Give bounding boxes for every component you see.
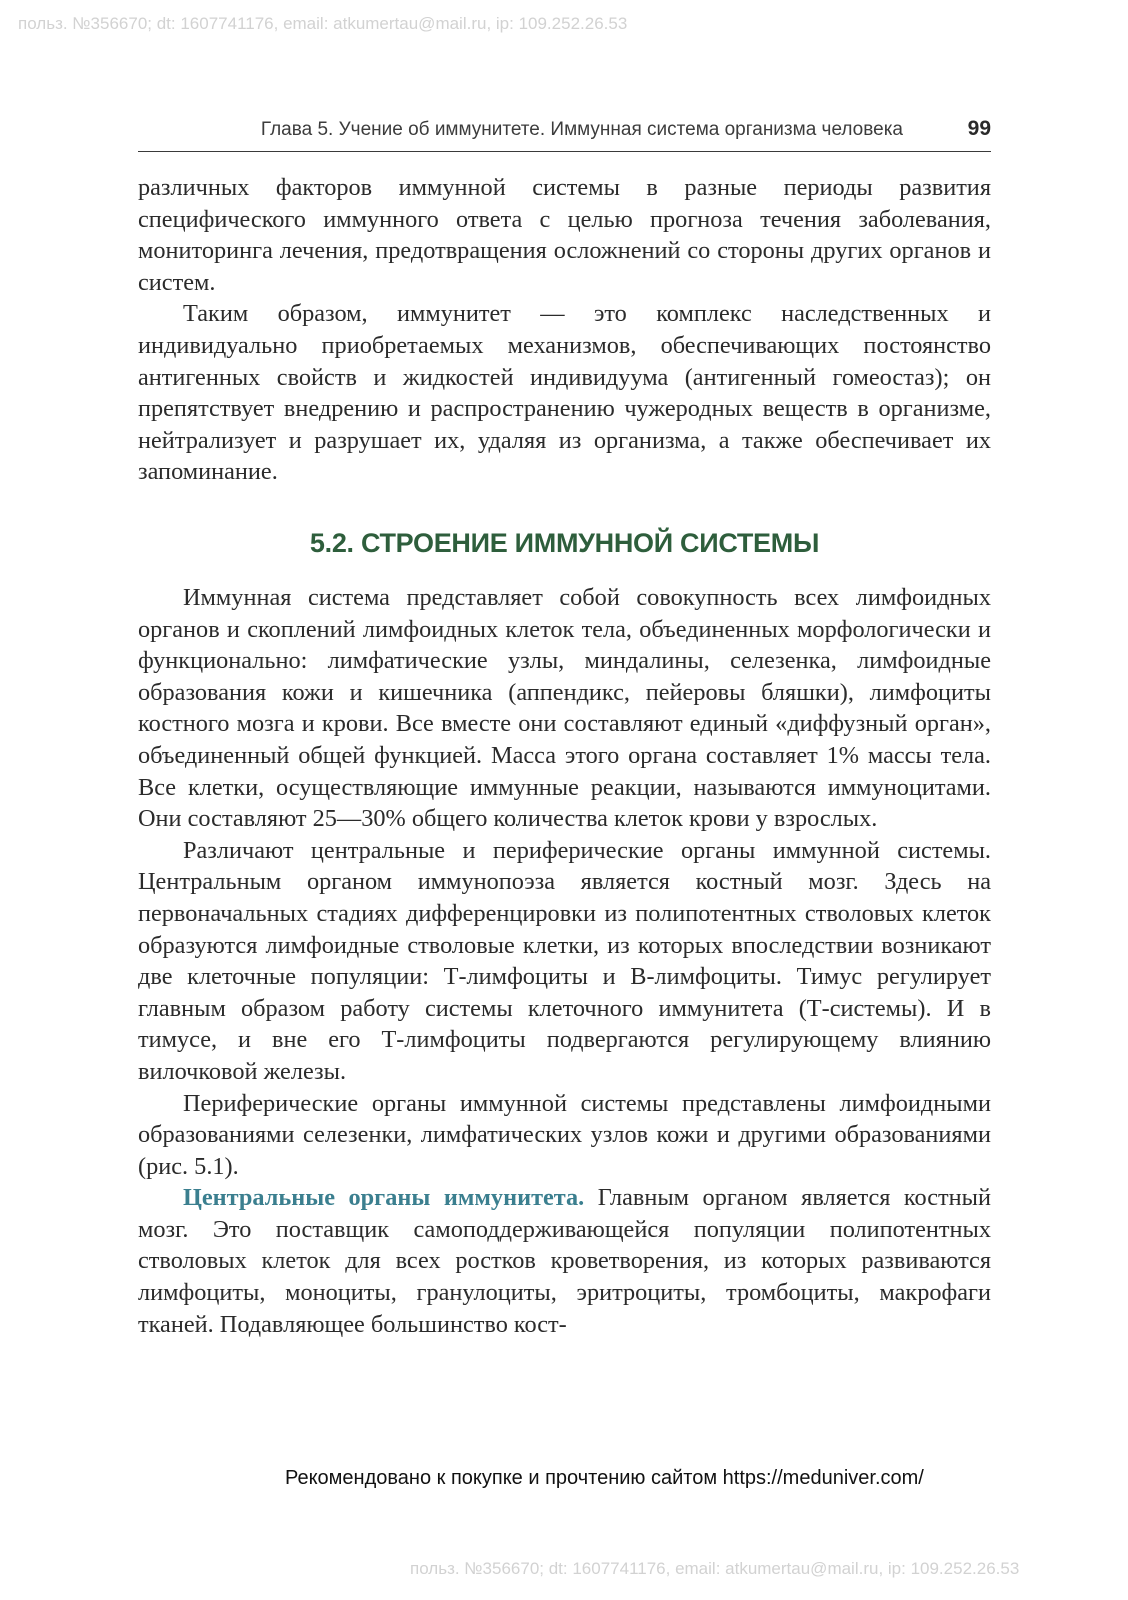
text-block-before-section: [138, 172, 991, 488]
paragraph-peripheral-organs: Периферические органы иммунной системы представлены лимфоидными образованиями селезенки, лимфатических узлов кожи и другими образованиями (рис. 5.1).: [138, 1089, 991, 1180]
section-heading: 5.2. СТРОЕНИЕ ИММУННОЙ СИСТЕМЫ: [309, 528, 820, 558]
paragraph-immune-system: Иммунная система представляет собой совокупность всех лимфоидных органов и скоплений лимфоидных клеток тела, объединенных морфологически и функционально: лимфатические узлы, миндалины, селезенка, лимфоидные образования кожи и кишечника (аппендикс, пейеровы бляшки), лимфоциты костного мозга и крови. Все вместе они составляют единый «диффузный орган», объединенный общей функцией. Масса этого органа составляет 1% массы тела. Все клетки, осуществляющие иммунные реакции, называются иммуноцитами. Они составляют 25—30% общего количества клеток крови у взрослых.: [138, 584, 991, 833]
text-block-after-section: [138, 582, 991, 1340]
paragraph-immunity-definition: Таким образом, иммунитет — это комплекс наследственных и индивидуально приобретаемых механизмов, обеспечивающих постоянство антигенных свойств и жидкостей индивидуума (антигенный гомеостаз); он препятствует внедрению и распространению чужеродных веществ в организме, нейтрализует и разрушает их, удаляя из организма, а также обеспечивает их запоминание.: [138, 300, 991, 486]
running-title: Глава 5. Учение об иммунитете. Иммунная система организма человека: [260, 119, 903, 140]
page-number: 99: [967, 117, 991, 140]
paragraph-central-peripheral: Различают центральные и периферические органы иммунной системы. Центральным органом иммунопоэза является костный мозг. Здесь на первоначальных стадиях дифференцировки из полипотентных стволовых клеток образуются лимфоидные стволовые клетки, из которых впоследствии возникают две клеточные популяции: Т-лимфоциты и В-лимфоциты. Тимус регулирует главным образом работу системы клеточного иммунитета (Т-системы). И в тимусе, и вне его Т-лимфоциты подвергаются регулирующему влиянию вилочковой железы.: [138, 836, 991, 1085]
watermark-top: польз. №356670; dt: 1607741176, email: atkumertau@mail.ru, ip: 109.252.26.53: [18, 14, 628, 33]
running-header: [138, 117, 991, 152]
watermark-bottom: польз. №356670; dt: 1607741176, email: atkumertau@mail.ru, ip: 109.252.26.53: [410, 1559, 1020, 1578]
paragraph-central-organs: [138, 1182, 991, 1340]
run-in-heading: Центральные органы иммунитета.: [183, 1184, 585, 1212]
recommendation-footer: Рекомендовано к покупке и прочтению сайтом https://meduniver.com/: [285, 1467, 924, 1489]
paragraph-central-organs-text: Главным органом является костный мозг. Это поставщик самоподдерживающейся популяции полипотентных стволовых клеток для всех ростков кроветворения, из которых развиваются лимфоциты, моноциты, гранулоциты, эритроциты, тромбоциты, макрофаги тканей. Подавляющее большинство кост-: [138, 1184, 991, 1338]
paragraph-continuation: различных факторов иммунной системы в разные периоды развития специфического иммунного ответа с целью прогноза течения заболевания, мониторинга лечения, предотвращения осложнений со стороны других органов и систем.: [138, 174, 991, 296]
